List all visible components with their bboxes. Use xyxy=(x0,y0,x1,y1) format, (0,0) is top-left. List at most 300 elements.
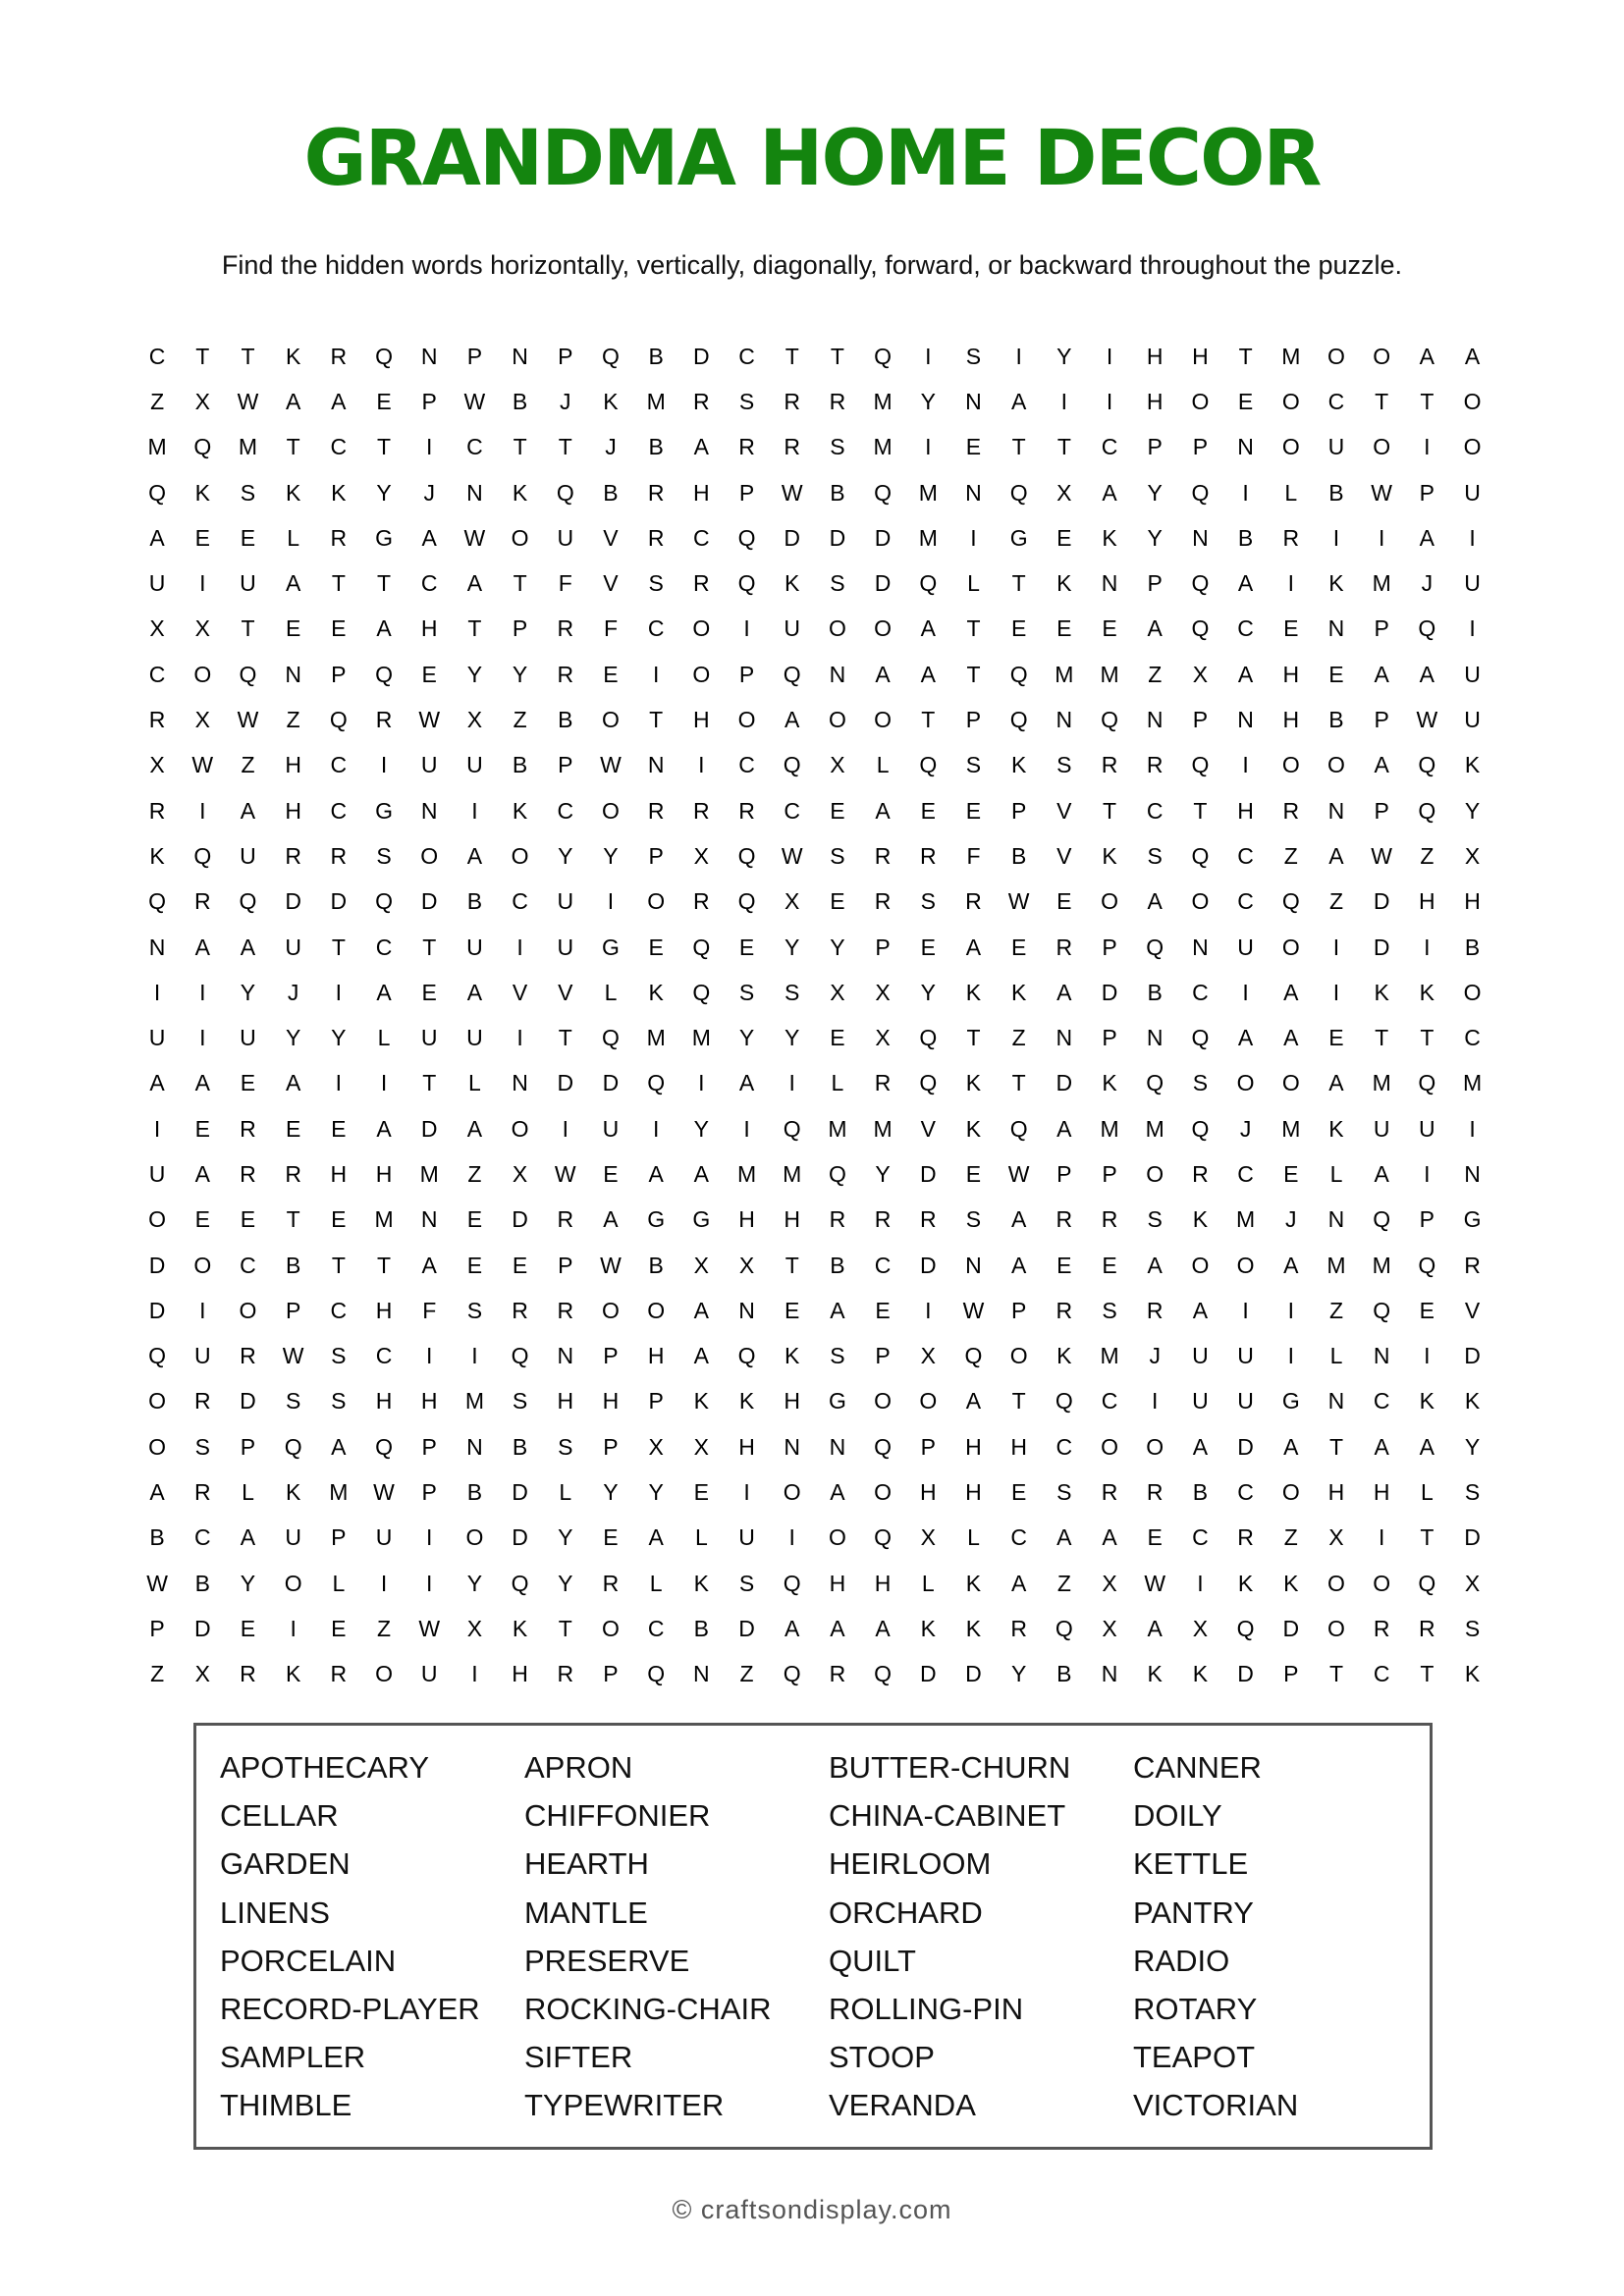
grid-cell[interactable]: P xyxy=(1374,615,1389,642)
grid-cell[interactable]: P xyxy=(1283,1661,1299,1687)
grid-cell[interactable]: L xyxy=(287,524,300,551)
grid-cell[interactable]: I xyxy=(1242,479,1249,506)
grid-cell[interactable]: A xyxy=(1374,752,1389,778)
grid-cell[interactable]: W xyxy=(1144,1570,1166,1596)
grid-cell[interactable]: C xyxy=(738,343,755,369)
grid-cell[interactable]: B xyxy=(1328,479,1344,506)
grid-cell[interactable]: O xyxy=(1327,1570,1345,1596)
grid-cell[interactable]: C xyxy=(193,1524,211,1551)
grid-cell[interactable]: Q xyxy=(783,1661,801,1687)
grid-cell[interactable]: A xyxy=(376,979,392,1005)
grid-cell[interactable]: Q xyxy=(737,842,756,869)
grid-cell[interactable]: O xyxy=(692,661,711,687)
grid-cell[interactable]: K xyxy=(785,1343,800,1369)
grid-cell[interactable]: O xyxy=(828,707,846,733)
grid-cell[interactable]: V xyxy=(1056,842,1072,869)
grid-cell[interactable]: E xyxy=(1419,1297,1435,1323)
grid-cell[interactable]: B xyxy=(512,388,528,414)
grid-cell[interactable]: H xyxy=(829,1570,846,1596)
grid-cell[interactable]: I xyxy=(1378,1524,1385,1551)
grid-cell[interactable]: U xyxy=(420,1661,438,1687)
grid-cell[interactable]: Z xyxy=(1056,1570,1071,1596)
grid-cell[interactable]: P xyxy=(1419,1206,1435,1233)
grid-cell[interactable]: U xyxy=(285,934,301,960)
grid-cell[interactable]: T xyxy=(1103,797,1117,824)
grid-cell[interactable]: Y xyxy=(920,388,936,414)
grid-cell[interactable]: X xyxy=(1056,479,1072,506)
grid-cell[interactable]: B xyxy=(830,479,845,506)
grid-cell[interactable]: N xyxy=(557,1343,574,1369)
grid-cell[interactable]: A xyxy=(1010,1570,1027,1596)
grid-cell[interactable]: A xyxy=(1147,888,1163,915)
grid-cell[interactable]: B xyxy=(466,1479,483,1506)
grid-cell[interactable]: V xyxy=(920,1115,936,1142)
grid-cell[interactable]: H xyxy=(512,1661,528,1687)
grid-cell[interactable]: Q xyxy=(874,479,893,506)
grid-cell[interactable]: K xyxy=(693,1388,710,1415)
grid-cell[interactable]: A xyxy=(194,1160,210,1187)
grid-cell[interactable]: I xyxy=(1469,615,1476,642)
grid-cell[interactable]: I xyxy=(1106,388,1113,414)
grid-cell[interactable]: Q xyxy=(964,1343,983,1369)
grid-cell[interactable]: D xyxy=(829,524,846,551)
grid-cell[interactable]: O xyxy=(148,1206,167,1233)
grid-cell[interactable]: K xyxy=(1464,1388,1481,1415)
grid-cell[interactable]: X xyxy=(830,752,845,778)
grid-cell[interactable]: M xyxy=(918,479,938,506)
grid-cell[interactable]: Y xyxy=(830,934,845,960)
grid-cell[interactable]: P xyxy=(1192,434,1209,460)
grid-cell[interactable]: M xyxy=(1281,343,1301,369)
grid-cell[interactable]: I xyxy=(1242,979,1249,1005)
grid-cell[interactable]: K xyxy=(285,343,301,369)
grid-cell[interactable]: C xyxy=(330,752,348,778)
grid-cell[interactable]: A xyxy=(1010,1252,1027,1278)
grid-cell[interactable]: W xyxy=(463,388,486,414)
grid-cell[interactable]: T xyxy=(422,934,437,960)
grid-cell[interactable]: Q xyxy=(193,434,212,460)
grid-cell[interactable]: R xyxy=(1101,752,1118,778)
grid-cell[interactable]: X xyxy=(785,888,800,915)
grid-cell[interactable]: J xyxy=(1149,1343,1161,1369)
grid-cell[interactable]: O xyxy=(692,615,711,642)
grid-cell[interactable]: R xyxy=(330,524,348,551)
grid-cell[interactable]: L xyxy=(377,1025,391,1051)
grid-cell[interactable]: O xyxy=(1373,1570,1391,1596)
grid-cell[interactable]: Y xyxy=(558,1570,573,1596)
grid-cell[interactable]: Q xyxy=(602,343,620,369)
grid-cell[interactable]: R xyxy=(738,797,755,824)
grid-cell[interactable]: O xyxy=(284,1570,302,1596)
grid-cell[interactable]: Q xyxy=(1191,752,1210,778)
grid-cell[interactable]: Q xyxy=(1191,1115,1210,1142)
grid-cell[interactable]: Q xyxy=(511,1570,529,1596)
grid-cell[interactable]: E xyxy=(331,615,347,642)
grid-cell[interactable]: P xyxy=(603,1343,619,1369)
grid-cell[interactable]: E xyxy=(738,934,755,960)
grid-cell[interactable]: Z xyxy=(1328,888,1343,915)
grid-cell[interactable]: K xyxy=(285,1661,301,1687)
grid-cell[interactable]: D xyxy=(148,1297,166,1323)
grid-cell[interactable]: U xyxy=(466,1025,483,1051)
grid-cell[interactable]: K xyxy=(965,1115,982,1142)
grid-cell[interactable]: I xyxy=(743,1115,750,1142)
grid-cell[interactable]: U xyxy=(1192,1388,1209,1415)
grid-cell[interactable]: I xyxy=(562,1115,568,1142)
grid-cell[interactable]: T xyxy=(966,661,981,687)
grid-cell[interactable]: W xyxy=(554,1160,576,1187)
grid-cell[interactable]: S xyxy=(830,1343,845,1369)
grid-cell[interactable]: T xyxy=(558,1025,572,1051)
grid-cell[interactable]: Q xyxy=(1191,615,1210,642)
grid-cell[interactable]: R xyxy=(1010,1615,1027,1641)
grid-cell[interactable]: M xyxy=(147,434,167,460)
grid-cell[interactable]: H xyxy=(647,1343,665,1369)
grid-cell[interactable]: Q xyxy=(919,752,938,778)
grid-cell[interactable]: E xyxy=(1010,934,1027,960)
grid-cell[interactable]: T xyxy=(1193,797,1208,824)
grid-cell[interactable]: H xyxy=(965,1433,982,1460)
grid-cell[interactable]: E xyxy=(1102,1252,1117,1278)
grid-cell[interactable]: E xyxy=(1056,1252,1072,1278)
grid-cell[interactable]: R xyxy=(375,707,393,733)
grid-cell[interactable]: E xyxy=(1102,615,1117,642)
grid-cell[interactable]: Y xyxy=(1464,797,1481,824)
grid-cell[interactable]: Q xyxy=(284,1433,302,1460)
grid-cell[interactable]: P xyxy=(1374,797,1389,824)
grid-cell[interactable]: U xyxy=(148,570,166,597)
grid-cell[interactable]: P xyxy=(1102,934,1117,960)
grid-cell[interactable]: T xyxy=(513,434,527,460)
grid-cell[interactable]: N xyxy=(1464,1160,1481,1187)
grid-cell[interactable]: C xyxy=(466,434,483,460)
grid-cell[interactable]: L xyxy=(1420,1479,1434,1506)
grid-cell[interactable]: L xyxy=(694,1524,708,1551)
grid-cell[interactable]: P xyxy=(466,343,483,369)
grid-cell[interactable]: Q xyxy=(1373,1297,1391,1323)
grid-cell[interactable]: R xyxy=(965,888,982,915)
grid-cell[interactable]: G xyxy=(602,934,620,960)
grid-cell[interactable]: Q xyxy=(874,343,893,369)
grid-cell[interactable]: D xyxy=(512,1206,528,1233)
grid-cell[interactable]: U xyxy=(738,1524,755,1551)
grid-cell[interactable]: M xyxy=(736,1160,757,1187)
grid-cell[interactable]: U xyxy=(148,1160,166,1187)
grid-cell[interactable]: E xyxy=(830,888,845,915)
grid-cell[interactable]: B xyxy=(648,1252,664,1278)
grid-cell[interactable]: C xyxy=(784,797,801,824)
grid-cell[interactable]: A xyxy=(240,934,256,960)
grid-cell[interactable]: K xyxy=(648,979,664,1005)
grid-cell[interactable]: I xyxy=(1424,934,1431,960)
grid-cell[interactable]: R xyxy=(874,1206,892,1233)
grid-cell[interactable]: L xyxy=(1329,1160,1343,1187)
grid-cell[interactable]: Y xyxy=(285,1025,301,1051)
grid-cell[interactable]: M xyxy=(646,388,666,414)
grid-cell[interactable]: T xyxy=(513,570,527,597)
grid-cell[interactable]: U xyxy=(1419,1115,1435,1142)
grid-cell[interactable]: R xyxy=(693,570,710,597)
grid-cell[interactable]: I xyxy=(1287,1297,1294,1323)
grid-cell[interactable]: C xyxy=(148,343,166,369)
grid-cell[interactable]: B xyxy=(1147,979,1163,1005)
grid-cell[interactable]: T xyxy=(467,615,482,642)
grid-cell[interactable]: A xyxy=(830,1479,845,1506)
grid-cell[interactable]: S xyxy=(466,1297,483,1323)
grid-cell[interactable]: I xyxy=(1015,343,1022,369)
grid-cell[interactable]: A xyxy=(965,1388,982,1415)
grid-cell[interactable]: Y xyxy=(558,842,573,869)
grid-cell[interactable]: E xyxy=(1056,888,1072,915)
grid-cell[interactable]: O xyxy=(1463,388,1482,414)
grid-cell[interactable]: X xyxy=(875,1025,891,1051)
grid-cell[interactable]: D xyxy=(1373,934,1390,960)
grid-cell[interactable]: U xyxy=(1327,434,1345,460)
grid-cell[interactable]: H xyxy=(1146,343,1164,369)
grid-cell[interactable]: R xyxy=(330,343,348,369)
grid-cell[interactable]: G xyxy=(828,1388,846,1415)
grid-cell[interactable]: P xyxy=(512,615,528,642)
grid-cell[interactable]: C xyxy=(240,1252,256,1278)
grid-cell[interactable]: A xyxy=(785,707,800,733)
grid-cell[interactable]: B xyxy=(466,888,483,915)
grid-cell[interactable]: K xyxy=(285,1479,301,1506)
grid-cell[interactable]: V xyxy=(512,979,528,1005)
grid-cell[interactable]: W xyxy=(1416,707,1438,733)
grid-cell[interactable]: H xyxy=(965,1479,982,1506)
grid-cell[interactable]: R xyxy=(557,1297,574,1323)
grid-cell[interactable]: M xyxy=(918,524,938,551)
grid-cell[interactable]: T xyxy=(921,707,936,733)
grid-cell[interactable]: E xyxy=(1147,1524,1163,1551)
grid-cell[interactable]: T xyxy=(1420,388,1435,414)
grid-cell[interactable]: U xyxy=(557,524,574,551)
grid-cell[interactable]: K xyxy=(965,979,982,1005)
grid-cell[interactable]: T xyxy=(966,1025,981,1051)
grid-cell[interactable]: N xyxy=(1056,1025,1073,1051)
grid-cell[interactable]: I xyxy=(1287,570,1294,597)
grid-cell[interactable]: R xyxy=(1192,1160,1209,1187)
grid-cell[interactable]: Q xyxy=(737,1343,756,1369)
grid-cell[interactable]: U xyxy=(420,752,438,778)
grid-cell[interactable]: Y xyxy=(785,1025,800,1051)
grid-cell[interactable]: R xyxy=(240,1115,256,1142)
grid-cell[interactable]: K xyxy=(1464,1661,1481,1687)
grid-cell[interactable]: K xyxy=(331,479,347,506)
grid-cell[interactable]: M xyxy=(1100,1343,1119,1369)
grid-cell[interactable]: I xyxy=(698,752,705,778)
grid-cell[interactable]: V xyxy=(558,979,573,1005)
grid-cell[interactable]: O xyxy=(1101,1433,1118,1460)
grid-cell[interactable]: N xyxy=(1237,707,1254,733)
grid-cell[interactable]: H xyxy=(602,1388,620,1415)
grid-cell[interactable]: N xyxy=(1192,524,1209,551)
grid-cell[interactable]: E xyxy=(285,615,301,642)
grid-cell[interactable]: Q xyxy=(602,1025,620,1051)
grid-cell[interactable]: M xyxy=(419,1160,439,1187)
grid-cell[interactable]: A xyxy=(1192,1433,1209,1460)
grid-cell[interactable]: I xyxy=(1106,343,1113,369)
grid-cell[interactable]: C xyxy=(330,434,348,460)
grid-cell[interactable]: P xyxy=(558,752,573,778)
grid-cell[interactable]: Q xyxy=(1418,752,1436,778)
grid-cell[interactable]: A xyxy=(1419,1433,1435,1460)
grid-cell[interactable]: Q xyxy=(148,888,167,915)
grid-cell[interactable]: B xyxy=(1464,934,1481,960)
grid-cell[interactable]: K xyxy=(1419,1388,1435,1415)
grid-cell[interactable]: A xyxy=(466,842,483,869)
grid-cell[interactable]: P xyxy=(875,1343,891,1369)
grid-cell[interactable]: I xyxy=(788,1524,795,1551)
grid-cell[interactable]: H xyxy=(285,752,301,778)
grid-cell[interactable]: O xyxy=(1281,388,1300,414)
grid-cell[interactable]: M xyxy=(1055,661,1074,687)
grid-cell[interactable]: E xyxy=(466,1252,483,1278)
grid-cell[interactable]: A xyxy=(149,524,165,551)
grid-cell[interactable]: H xyxy=(420,1388,438,1415)
grid-cell[interactable]: Q xyxy=(1418,1252,1436,1278)
grid-cell[interactable]: R xyxy=(1282,524,1300,551)
grid-cell[interactable]: Z xyxy=(467,1160,482,1187)
grid-cell[interactable]: R xyxy=(1056,934,1073,960)
grid-cell[interactable]: A xyxy=(1283,1252,1299,1278)
grid-cell[interactable]: Q xyxy=(1191,842,1210,869)
grid-cell[interactable]: Q xyxy=(737,888,756,915)
grid-cell[interactable]: J xyxy=(423,479,435,506)
grid-cell[interactable]: K xyxy=(1102,1070,1117,1096)
grid-cell[interactable]: I xyxy=(925,434,932,460)
grid-cell[interactable]: T xyxy=(785,343,799,369)
grid-cell[interactable]: N xyxy=(965,479,982,506)
grid-cell[interactable]: K xyxy=(965,1615,982,1641)
grid-cell[interactable]: F xyxy=(422,1297,437,1323)
grid-cell[interactable]: K xyxy=(785,570,800,597)
grid-cell[interactable]: X xyxy=(1328,1524,1344,1551)
grid-cell[interactable]: A xyxy=(1464,343,1481,369)
grid-cell[interactable]: V xyxy=(1056,797,1072,824)
grid-cell[interactable]: M xyxy=(1372,570,1391,597)
grid-cell[interactable]: Q xyxy=(828,1160,846,1187)
grid-cell[interactable]: Q xyxy=(239,661,257,687)
grid-cell[interactable]: N xyxy=(1327,615,1345,642)
grid-cell[interactable]: W xyxy=(237,707,259,733)
grid-cell[interactable]: O xyxy=(1236,1252,1255,1278)
grid-cell[interactable]: M xyxy=(646,1025,666,1051)
grid-cell[interactable]: Q xyxy=(1373,1206,1391,1233)
grid-cell[interactable]: X xyxy=(920,1524,936,1551)
grid-cell[interactable]: W xyxy=(1007,888,1030,915)
grid-cell[interactable]: R xyxy=(240,1160,256,1187)
grid-cell[interactable]: O xyxy=(1281,1479,1300,1506)
grid-cell[interactable]: K xyxy=(1192,1206,1209,1233)
grid-cell[interactable]: N xyxy=(1101,570,1118,597)
grid-cell[interactable]: Z xyxy=(150,1661,165,1687)
grid-cell[interactable]: I xyxy=(380,752,388,778)
grid-cell[interactable]: D xyxy=(1464,1524,1481,1551)
grid-cell[interactable]: E xyxy=(331,1115,347,1142)
grid-cell[interactable]: A xyxy=(466,979,483,1005)
grid-cell[interactable]: E xyxy=(965,1160,982,1187)
grid-cell[interactable]: E xyxy=(693,1479,710,1506)
grid-cell[interactable]: R xyxy=(330,842,348,869)
grid-cell[interactable]: X xyxy=(738,1252,755,1278)
grid-cell[interactable]: H xyxy=(285,797,301,824)
grid-cell[interactable]: I xyxy=(199,570,206,597)
grid-cell[interactable]: E xyxy=(648,934,664,960)
grid-cell[interactable]: X xyxy=(194,1661,210,1687)
grid-cell[interactable]: A xyxy=(1328,1070,1344,1096)
grid-cell[interactable]: C xyxy=(512,888,528,915)
grid-cell[interactable]: E xyxy=(1283,1160,1299,1187)
grid-cell[interactable]: Q xyxy=(1418,1070,1436,1096)
grid-cell[interactable]: T xyxy=(1420,1661,1435,1687)
grid-cell[interactable]: Q xyxy=(148,479,167,506)
grid-cell[interactable]: H xyxy=(693,479,710,506)
grid-cell[interactable]: I xyxy=(335,979,343,1005)
grid-cell[interactable]: Q xyxy=(1146,1070,1164,1096)
grid-cell[interactable]: R xyxy=(1464,1252,1481,1278)
grid-cell[interactable]: R xyxy=(647,797,665,824)
grid-cell[interactable]: T xyxy=(1011,1070,1026,1096)
grid-cell[interactable]: O xyxy=(1191,388,1210,414)
grid-cell[interactable]: S xyxy=(965,343,982,369)
grid-cell[interactable]: C xyxy=(1056,1433,1073,1460)
grid-cell[interactable]: N xyxy=(829,661,846,687)
grid-cell[interactable]: D xyxy=(874,524,892,551)
grid-cell[interactable]: G xyxy=(692,1206,711,1233)
grid-cell[interactable]: Q xyxy=(783,1115,801,1142)
grid-cell[interactable]: S xyxy=(1192,1070,1209,1096)
grid-cell[interactable]: O xyxy=(919,1388,938,1415)
grid-cell[interactable]: I xyxy=(1424,434,1431,460)
grid-cell[interactable]: O xyxy=(1281,434,1300,460)
grid-cell[interactable]: L xyxy=(604,979,618,1005)
grid-cell[interactable]: D xyxy=(1056,1070,1073,1096)
grid-cell[interactable]: S xyxy=(920,888,936,915)
grid-cell[interactable]: X xyxy=(194,388,210,414)
grid-cell[interactable]: U xyxy=(1237,934,1254,960)
grid-cell[interactable]: I xyxy=(199,797,206,824)
grid-cell[interactable]: I xyxy=(471,1661,478,1687)
grid-cell[interactable]: S xyxy=(965,1206,982,1233)
grid-cell[interactable]: K xyxy=(1147,1661,1163,1687)
grid-cell[interactable]: O xyxy=(511,524,529,551)
grid-cell[interactable]: G xyxy=(1463,1206,1482,1233)
grid-cell[interactable]: K xyxy=(512,797,528,824)
grid-cell[interactable]: T xyxy=(1011,434,1026,460)
grid-cell[interactable]: B xyxy=(149,1524,165,1551)
grid-cell[interactable]: H xyxy=(874,1570,892,1596)
grid-cell[interactable]: S xyxy=(512,1388,528,1415)
grid-cell[interactable]: D xyxy=(330,888,348,915)
grid-cell[interactable]: U xyxy=(240,1025,256,1051)
grid-cell[interactable]: A xyxy=(1419,343,1435,369)
grid-cell[interactable]: A xyxy=(194,934,210,960)
grid-cell[interactable]: O xyxy=(874,1388,893,1415)
grid-cell[interactable]: N xyxy=(1327,1206,1345,1233)
grid-cell[interactable]: B xyxy=(648,343,664,369)
grid-cell[interactable]: Q xyxy=(647,1070,666,1096)
grid-cell[interactable]: D xyxy=(965,1661,982,1687)
grid-cell[interactable]: M xyxy=(1326,1252,1346,1278)
grid-cell[interactable]: T xyxy=(649,707,664,733)
grid-cell[interactable]: O xyxy=(874,615,893,642)
grid-cell[interactable]: D xyxy=(420,888,438,915)
grid-cell[interactable]: D xyxy=(693,343,710,369)
grid-cell[interactable]: A xyxy=(331,388,347,414)
grid-cell[interactable]: O xyxy=(828,1524,846,1551)
grid-cell[interactable]: A xyxy=(965,934,982,960)
